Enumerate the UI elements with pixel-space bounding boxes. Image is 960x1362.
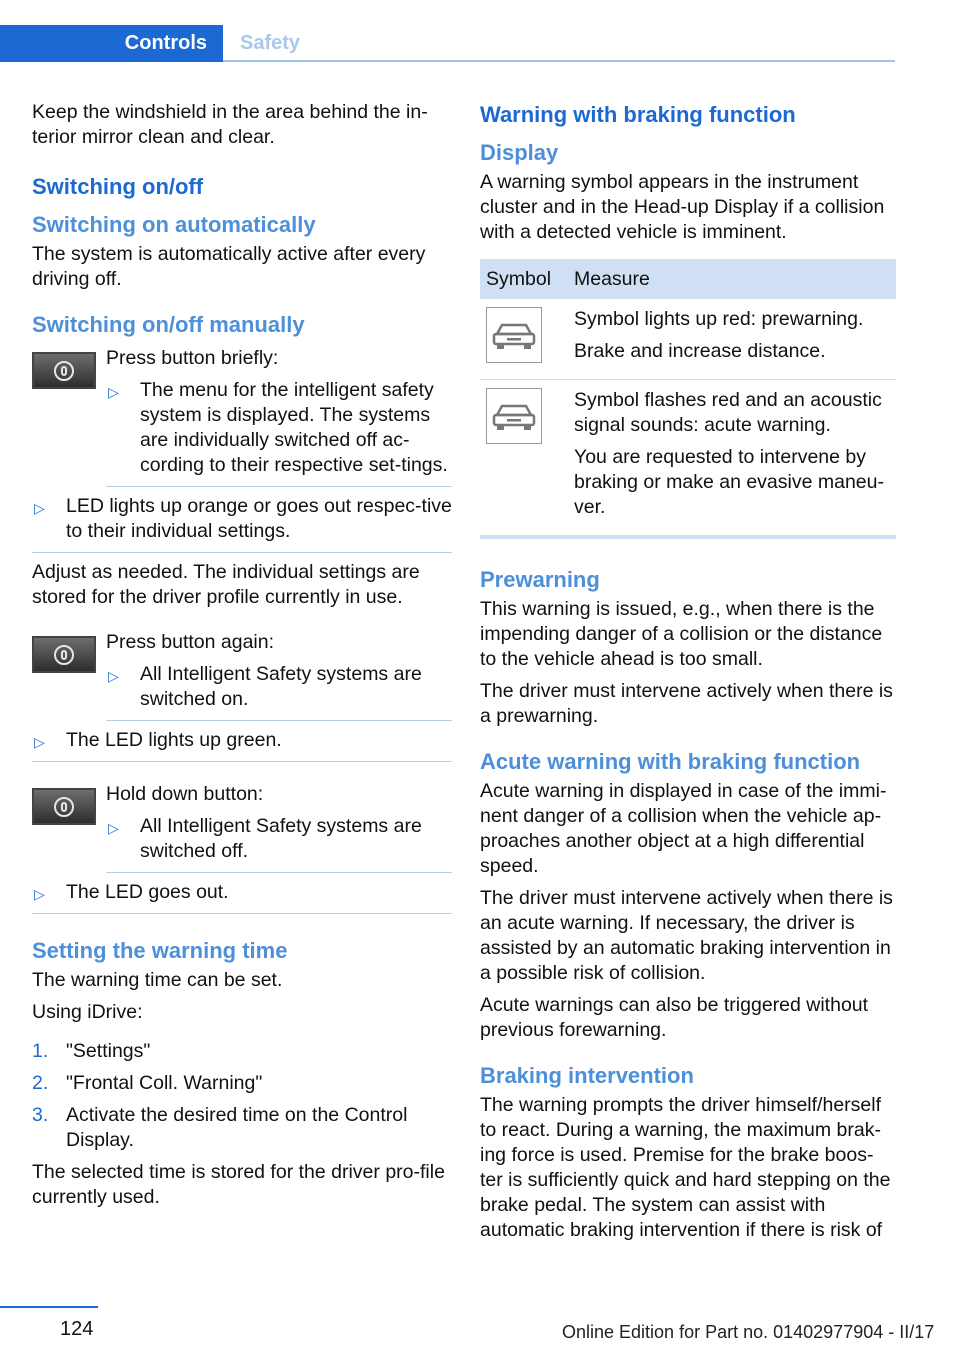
- heading-switching-manual: Switching on/off manually: [32, 312, 305, 337]
- triangle-bullet-icon: ▷: [34, 886, 45, 902]
- list-item: 1. "Settings": [32, 1040, 151, 1062]
- heading-prewarning: Prewarning: [480, 567, 600, 592]
- triangle-bullet-icon: ▷: [108, 820, 119, 836]
- press-again-label: Press button again:: [106, 631, 275, 653]
- footer-rule: [0, 1306, 98, 1308]
- display-paragraph: A warning symbol appears in the instrument cluster and in the Head-up Display if a collision with a detected vehicle is imminent.: [480, 171, 885, 243]
- list-item: 2. "Frontal Coll. Warning": [32, 1072, 263, 1094]
- measure-text: Symbol flashes red and an acoustic signal sounds: acute warning.: [574, 389, 882, 436]
- tab-safety[interactable]: Safety: [240, 32, 301, 54]
- acute-paragraph-1: Acute warning in displayed in case of the immi-nent danger of a collision when the vehicle ap-proaches another object at a high differential speed.: [480, 780, 887, 877]
- heading-braking-intervention: Braking intervention: [480, 1063, 694, 1088]
- list-item: 3. Activate the desired time on the Control Display.: [32, 1104, 408, 1151]
- press-again-block: [32, 630, 452, 721]
- tab-controls[interactable]: Controls: [0, 25, 223, 62]
- section-tabs: [0, 25, 895, 62]
- prewarning-paragraph-2: The driver must intervene actively when there is a prewarning.: [480, 680, 893, 727]
- acute-paragraph-2: The driver must intervene actively when there is an acute warning. If necessary, the driver is assisted by an automatic braking intervention in a possible risk of collision.: [480, 887, 893, 984]
- table-header-symbol: Symbol: [480, 259, 568, 299]
- auto-paragraph: The system is automatically active after every driving off.: [32, 243, 426, 290]
- car-warning-icon: [486, 307, 542, 363]
- heading-braking-function: Warning with braking function: [480, 102, 796, 127]
- stored-paragraph: The selected time is stored for the driver pro-file currently used.: [32, 1161, 445, 1208]
- press-briefly-block: [32, 346, 452, 487]
- triangle-bullet-icon: ▷: [34, 734, 45, 750]
- heading-display: Display: [480, 140, 559, 165]
- list-item: ▷ The LED lights up green.: [32, 728, 452, 762]
- triangle-bullet-icon: ▷: [108, 384, 119, 400]
- safety-button-icon: [32, 352, 96, 389]
- hold-down-block: [32, 782, 452, 873]
- triangle-bullet-icon: ▷: [34, 500, 45, 516]
- right-column: [480, 100, 896, 1250]
- footer-edition: Online Edition for Part no. 01402977904 - II/17: [562, 1322, 935, 1342]
- page-number: 124: [60, 1318, 94, 1340]
- symbol-table: [480, 259, 896, 539]
- warning-time-paragraph: The warning time can be set.: [32, 969, 283, 991]
- hold-down-label: Hold down button:: [106, 783, 264, 805]
- acute-paragraph-3: Acute warnings can also be triggered without previous forewarning.: [480, 994, 869, 1041]
- prewarning-paragraph-1: This warning is issued, e.g., when there is the impending danger of a collision or the distance to the vehicle ahead is too small.: [480, 598, 883, 670]
- measure-text: Symbol lights up red: prewarning.: [574, 308, 864, 330]
- safety-button-icon: [32, 788, 96, 825]
- press-briefly-label: Press button briefly:: [106, 347, 279, 369]
- adjust-paragraph: Adjust as needed. The individual settings are stored for the driver profile currently in use.: [32, 561, 420, 608]
- using-idrive-label: Using iDrive:: [32, 1001, 143, 1023]
- intro-paragraph: Keep the windshield in the area behind the in-terior mirror clean and clear.: [32, 101, 428, 148]
- car-warning-icon: [486, 388, 542, 444]
- left-column: [32, 100, 452, 1217]
- safety-button-icon: [32, 636, 96, 673]
- measure-text: Brake and increase distance.: [574, 340, 826, 362]
- list-item: ▷ LED lights up orange or goes out respec-tive to their individual settings.: [32, 494, 452, 553]
- heading-acute-warning: Acute warning with braking function: [480, 749, 861, 774]
- list-item: ▷ All Intelligent Safety systems are switched on.: [106, 662, 452, 721]
- list-item: ▷ The LED goes out.: [32, 880, 452, 914]
- heading-switching-auto: Switching on automatically: [32, 212, 316, 237]
- list-item: ▷ The menu for the intelligent safety system is displayed. The systems are individually switched off ac-cording to their respective set-tings.: [106, 378, 452, 487]
- triangle-bullet-icon: ▷: [108, 668, 119, 684]
- list-item: ▷ All Intelligent Safety systems are switched off.: [106, 814, 452, 873]
- table-row: [480, 299, 896, 380]
- table-header-measure: Measure: [568, 259, 896, 299]
- measure-text: You are requested to intervene by braking or make an evasive maneu-ver.: [574, 446, 884, 518]
- intervention-paragraph: The warning prompts the driver himself/herself to react. During a warning, the maximum brak-ing force is used. Premise for the brake boos-ter is sufficiently quick and hard stepping on the brake pedal. The system can assist with automatic braking intervention if there is risk of: [480, 1094, 891, 1241]
- table-row: [480, 380, 896, 538]
- heading-warning-time: Setting the warning time: [32, 938, 288, 963]
- heading-switching: Switching on/off: [32, 174, 204, 199]
